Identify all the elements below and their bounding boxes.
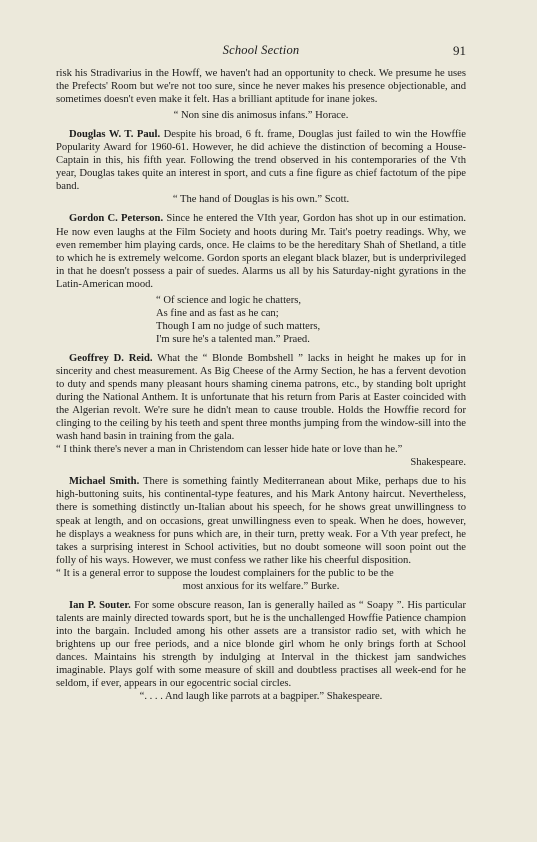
entry-text: Despite his broad, 6 ft. frame, Douglas just failed to win the Howffie Popularity Award for 1960-61. However, he did achieve the distinction of becoming a House-Captain in this, his fifth year. Following the trend observed in his contemporaries of the Vth year, Douglas takes quite an interest in sport, and cuts a fine figure as chief factotum of the pipe band. bbox=[56, 129, 466, 193]
verse-line: Though I am no judge of such matters, bbox=[156, 320, 321, 332]
entry-name: Douglas W. T. Paul. bbox=[69, 129, 161, 141]
page-number: 91 bbox=[453, 43, 466, 58]
entry-text: There is something faintly Mediterranean about Mike, perhaps due to his high-buttoning suits, his continental-type features, and his Mark Antony haircut. Nevertheless, there is something distinctly un-Italian about his speech, for he shows great unwillingness to speak at length, and on occasions, great unwillingness even to speak. When he does, however, he displays a weakness for puns which are, in their turn, pretty weak. For a Vth year prefect, he takes a surprising interest in School activities, but no doubt someone will soon point out the folly of his ways. However, we must confess we rather like his cheerful disposition. bbox=[56, 476, 466, 566]
douglas-quote: “ The hand of Douglas is his own.” Scott. bbox=[172, 194, 350, 206]
entry-name: Gordon C. Peterson. bbox=[69, 213, 164, 225]
entry-michael bbox=[56, 475, 466, 566]
entry-geoffrey bbox=[56, 352, 466, 443]
page-body bbox=[56, 67, 466, 703]
verse-line: “ Of science and logic he chatters, bbox=[156, 294, 302, 306]
michael-quote-line1: “ It is a general error to suppose the loudest complainers for the public to be the bbox=[56, 567, 394, 579]
entry-name: Michael Smith. bbox=[69, 476, 140, 488]
michael-quote-line2: most anxious for its welfare.” Burke. bbox=[182, 580, 340, 592]
entry-text: Since he entered the VIth year, Gordon has shot up in our estimation. He now even laughs at the Film Society and hoots during Mr. Tait's poetry readings. Why, we even remember him playing cards, once. He claims to be the hereditary Shah of Shetland, a title to which he is extremely welcome. Gordon sports an elegant black blazer, but is underprivileged in that he doesn't possess a pair of suedes. Alarms us all by his Saturday-night gyrations in the Latin-American mood. bbox=[56, 213, 467, 290]
geoffrey-quote-attribution: Shakespeare. bbox=[410, 457, 466, 469]
entry-text: For some obscure reason, Ian is generally hailed as “ Soapy ”. His particular talents are mainly directed towards sport, but he is the unchallenged Howffie Patience champion into the bargain. Included among his other assets are a transistor radio set, with which he brightens up our free periods, and a nice blonde girl whom he only brings forth at School dances. Maintains his strength by indulging at Interval in the thickest jam sandwiches imaginable. Plays golf with some measure of skill and doubtless practises all week-end for he seldom, if ever, appears in our egocentric social circles. bbox=[56, 599, 466, 690]
verse-line: I'm sure he's a talented man.” Praed. bbox=[156, 333, 310, 345]
running-header bbox=[56, 43, 466, 59]
intro-paragraph: risk his Stradivarius in the Howff, we haven't had an opportunity to check. We presume he uses the Prefects' Room but we're not too sure, since he never makes his presence objectionable, and sometimes doesn't even make it felt. Has a brilliant aptitude for inane jokes. bbox=[56, 68, 466, 106]
ian-quote: “. . . . And laugh like parrots at a bagpiper.” Shakespeare. bbox=[139, 691, 383, 703]
entry-ian bbox=[56, 599, 466, 690]
section-title: School Section bbox=[222, 43, 300, 57]
entry-name: Geoffrey D. Reid. bbox=[69, 352, 153, 364]
entry-text: What the “ Blonde Bombshell ” lacks in height he makes up for in sincerity and chest measurement. As Big Cheese of the Army Section, he has a fervent devotion to duty and spends many pleasant hours shaming cinema patrons, etc., by standing bolt upright during the National Anthem. It is unfortunate that his return from Paris at Easter coincided with the Algerian revolt. We're sure he didn't mean to cause trouble. Holds the Howffie record for clinging to the ceiling by his teeth and spent three months jumping from the window-sill into the wash hand basin in training from the gala. bbox=[56, 352, 466, 443]
intro-quote: “ Non sine dis animosus infans.” Horace. bbox=[173, 110, 349, 122]
verse-line: As fine and as fast as he can; bbox=[156, 307, 279, 319]
entry-name: Ian P. Souter. bbox=[69, 599, 131, 611]
entry-douglas bbox=[56, 128, 466, 193]
geoffrey-quote: “ I think there's never a man in Christendom can lesser hide hate or love than he.” bbox=[56, 444, 403, 456]
entry-gordon bbox=[56, 212, 466, 290]
